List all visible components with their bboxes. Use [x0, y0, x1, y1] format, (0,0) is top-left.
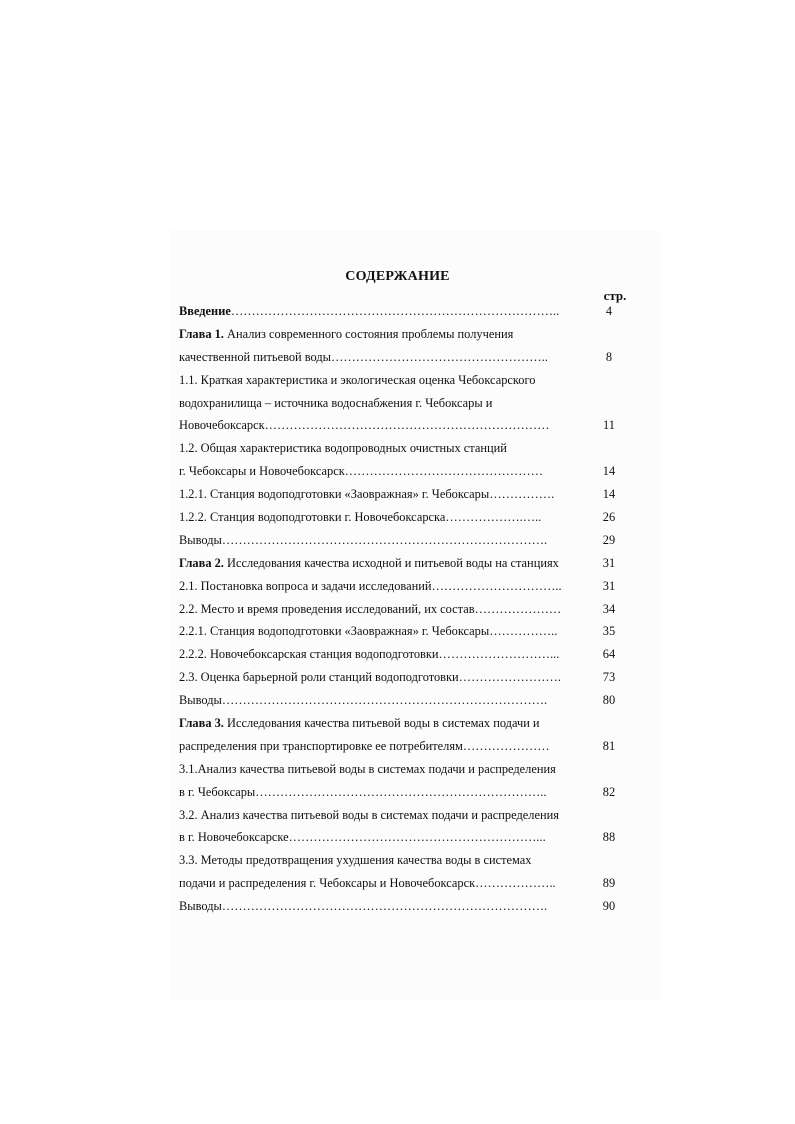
toc-line: [179, 483, 629, 506]
toc-entry: [179, 369, 587, 392]
toc-page-number: 29: [602, 532, 616, 547]
toc-line: [179, 300, 629, 323]
toc-line: [179, 323, 629, 346]
toc-entry-text: Выводы…………………………………………………………………….: [179, 693, 548, 708]
toc-line: [179, 414, 629, 437]
toc-page-number: 35: [602, 624, 616, 639]
toc-entry-text: 2.2.2. Новочебоксарская станция водоподготовки………………………...: [179, 647, 560, 662]
toc-line: [179, 437, 629, 460]
toc-entry-text: 2.1. Постановка вопроса и задачи исследований…………………………..: [179, 578, 562, 593]
toc-entry: [179, 437, 587, 460]
toc-entry-text: 3.2. Анализ качества питьевой воды в системах подачи и распределения: [179, 807, 559, 822]
toc-entry: [179, 529, 587, 552]
toc-line: [179, 826, 629, 849]
toc-entry-text: Выводы…………………………………………………………………….: [179, 532, 548, 547]
toc-entry-text: Исследования качества исходной и питьевой воды на станциях: [223, 555, 559, 570]
toc-page-number: 88: [602, 830, 616, 845]
toc-page-number: 14: [602, 464, 616, 479]
toc-page-number: 31: [602, 555, 616, 570]
toc-entry: [179, 460, 587, 483]
toc-entry-text: г. Чебоксары и Новочебоксарск…………………………………………: [179, 464, 543, 479]
toc-line: [179, 758, 629, 781]
toc-entry: [179, 804, 587, 827]
page-title: СОДЕРЖАНИЕ: [345, 269, 450, 284]
toc-line: [179, 689, 629, 712]
toc-entry: [179, 758, 587, 781]
toc-entry-text: водохранилища – источника водоснабжения г. Чебоксары и: [179, 395, 493, 410]
toc-page-number: 80: [602, 693, 616, 708]
toc-entry: [179, 826, 587, 849]
toc-entry: [179, 346, 587, 369]
toc-entry-text: в г. Новочебоксарске……………………………………………………...: [179, 830, 546, 845]
toc-page-number: 89: [602, 876, 616, 891]
toc-entry: [179, 895, 587, 918]
toc-entry: [179, 872, 587, 895]
toc-entry-text: 3.3. Методы предотвращения ухудшения качества воды в системах: [179, 853, 532, 868]
toc-entry: [179, 323, 587, 346]
toc-entry-text: 1.2.2. Станция водоподготовки г. Новочебоксарска……………….…..: [179, 510, 542, 525]
table-of-contents: [179, 300, 629, 918]
toc-entry: [179, 506, 587, 529]
toc-page-number: 82: [602, 784, 616, 799]
toc-entry: [179, 666, 587, 689]
toc-line: [179, 598, 629, 621]
toc-entry: [179, 712, 587, 735]
toc-page-number: 34: [602, 601, 616, 616]
toc-entry: [179, 483, 587, 506]
toc-entry-text: 1.2.1. Станция водоподготовки «Заовражная» г. Чебоксары…………….: [179, 487, 555, 502]
toc-entry: [179, 849, 587, 872]
toc-page-number: 73: [602, 670, 616, 685]
toc-entry: [179, 735, 587, 758]
toc-line: [179, 804, 629, 827]
toc-entry-text: 3.1.Анализ качества питьевой воды в системах подачи и распределения: [179, 761, 556, 776]
toc-entry-text: в г. Чебоксары……………………………………………………………..: [179, 784, 547, 799]
toc-entry-text: Выводы…………………………………………………………………….: [179, 899, 548, 914]
toc-page-number: 81: [602, 738, 616, 753]
toc-page-number: 11: [603, 418, 615, 433]
toc-page-number: 64: [602, 647, 616, 662]
toc-entry-text: распределения при транспортировке ее потребителям…………………: [179, 738, 550, 753]
toc-entry-label: Глава 1.: [179, 326, 224, 341]
toc-page-number: 90: [602, 899, 616, 914]
toc-line: [179, 849, 629, 872]
toc-line: [179, 666, 629, 689]
toc-entry-label: Введение: [179, 304, 231, 318]
toc-entry: [179, 689, 587, 712]
toc-page-number: 4: [605, 304, 613, 318]
toc-line: [179, 895, 629, 918]
toc-entry: [179, 575, 587, 598]
toc-entry: [179, 781, 587, 804]
toc-entry: [179, 414, 587, 437]
toc-line: [179, 392, 629, 415]
toc-entry-text: Новочебоксарск……………………………………………………………: [179, 418, 550, 433]
page-column-label: стр.: [603, 288, 627, 303]
toc-entry: [179, 620, 587, 643]
toc-entry-text: 1.2. Общая характеристика водопроводных очистных станций: [179, 441, 507, 456]
toc-line: [179, 712, 629, 735]
toc-entry-text: 2.2.1. Станция водоподготовки «Заовражная» г. Чебоксары……………..: [179, 624, 558, 639]
toc-line: [179, 369, 629, 392]
toc-line: [179, 575, 629, 598]
toc-line: [179, 460, 629, 483]
toc-line: [179, 506, 629, 529]
toc-page-number: 26: [602, 510, 616, 525]
toc-entry: [179, 643, 587, 666]
toc-entry-text: Анализ современного состояния проблемы получения: [223, 326, 514, 341]
toc-entry-text: 2.3. Оценка барьерной роли станций водоподготовки…………………….: [179, 670, 561, 685]
toc-entry-text: Исследования качества питьевой воды в системах подачи и: [223, 716, 540, 731]
toc-entry-label: Глава 2.: [179, 555, 224, 570]
toc-line: [179, 735, 629, 758]
toc-entry-label: Глава 3.: [179, 716, 224, 731]
toc-entry-text: ……………………………………………………………………..: [230, 304, 560, 318]
toc-entry: [179, 300, 587, 323]
toc-entry: [179, 598, 587, 621]
toc-page-number: 14: [602, 487, 616, 502]
toc-line: [179, 529, 629, 552]
toc-page-number: 31: [602, 578, 616, 593]
toc-page-number: 8: [605, 349, 613, 364]
toc-entry-text: 2.2. Место и время проведения исследований, их состав…………………: [179, 601, 562, 616]
toc-entry-text: качественной питьевой воды……………………………………………..: [179, 349, 548, 364]
toc-entry: [179, 552, 587, 575]
toc-line: [179, 346, 629, 369]
toc-entry: [179, 392, 587, 415]
toc-line: [179, 620, 629, 643]
toc-line: [179, 872, 629, 895]
toc-entry-text: 1.1. Краткая характеристика и экологическая оценка Чебоксарского: [179, 372, 536, 387]
toc-entry-text: подачи и распределения г. Чебоксары и Новочебоксарск………………..: [179, 876, 556, 891]
toc-line: [179, 643, 629, 666]
toc-line: [179, 781, 629, 804]
toc-line: [179, 552, 629, 575]
